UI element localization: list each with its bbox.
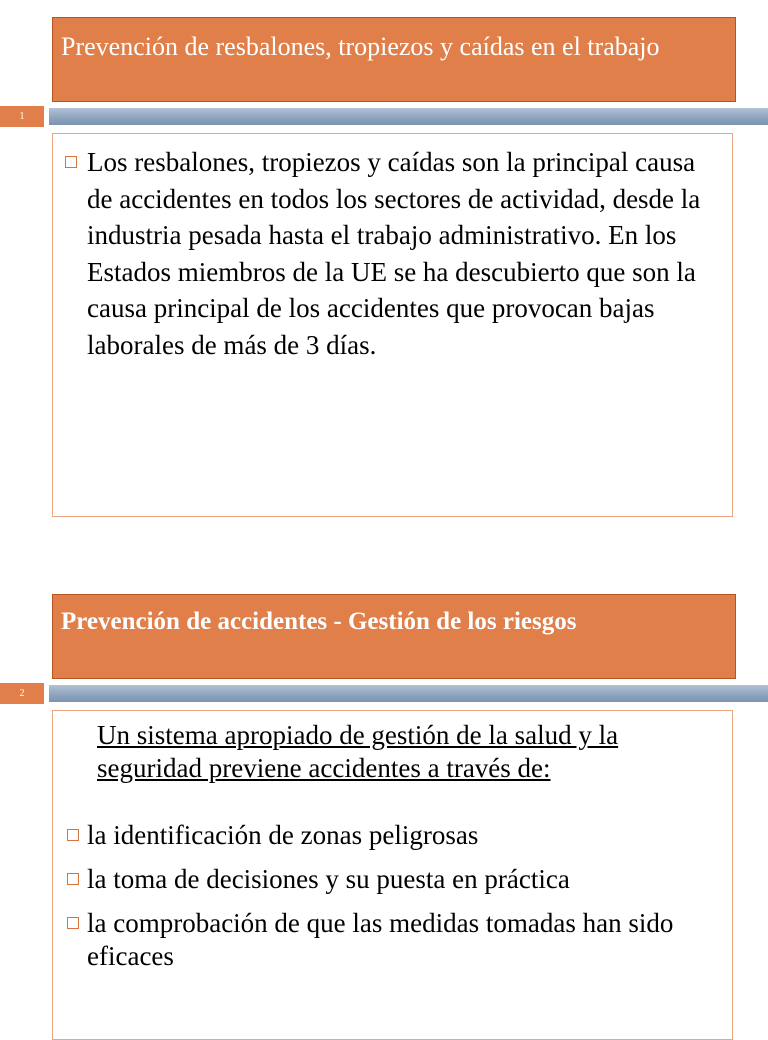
bullet-item — [67, 863, 718, 896]
slide-title: Prevención de accidentes - Gestión de los riesgos — [52, 594, 736, 679]
slide-content — [52, 133, 733, 517]
bullet-list — [67, 819, 718, 973]
bullet-text: la toma de decisiones y su puesta en práctica — [87, 864, 570, 894]
slide-number: 2 — [0, 683, 44, 704]
slide-number: 1 — [0, 106, 44, 127]
slide-header-stripe — [49, 685, 768, 702]
slide-2 — [0, 574, 768, 1024]
bullet-item — [63, 144, 718, 363]
slide-title: Prevención de resbalones, tropiezos y caídas en el trabajo — [52, 17, 736, 102]
bullet-text: Los resbalones, tropiezos y caídas son la principal causa de accidentes en todos los sectores de actividad, desde la industria pesada hasta el trabajo administrativo. En los Estados miembros de la UE se ha descubierto que son la causa principal de los accidentes que provocan bajas laborales de más de 3 días. — [87, 147, 701, 360]
bullet-item — [67, 819, 718, 852]
hollow-square-bullet-icon — [65, 156, 77, 168]
bullet-text: la comprobación de que las medidas tomadas han sido eficaces — [87, 908, 674, 971]
hollow-square-bullet-icon — [67, 873, 79, 885]
bullet-text: la identificación de zonas peligrosas — [87, 820, 479, 850]
slide-header-stripe — [49, 108, 768, 125]
intro-text: Un sistema apropiado de gestión de la salud y la seguridad previene accidentes a través de: — [97, 720, 619, 783]
hollow-square-bullet-icon — [67, 917, 79, 929]
bullet-item — [67, 907, 718, 973]
slide-content — [52, 710, 733, 1040]
hollow-square-bullet-icon — [67, 829, 79, 841]
